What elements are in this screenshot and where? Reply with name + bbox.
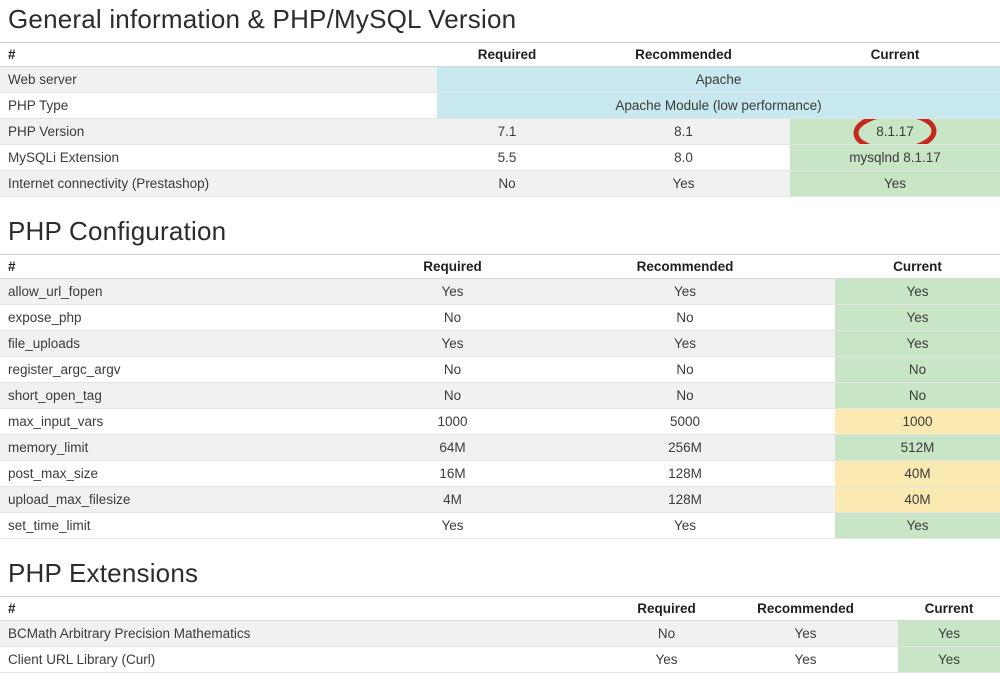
table-row-web-server [0, 67, 1000, 93]
php-extensions-table [0, 597, 1000, 673]
recommended-value: Yes [535, 513, 835, 539]
section-general-information [0, 0, 1000, 197]
column-header-required: Required [620, 597, 713, 621]
current-value: Yes [790, 171, 1000, 197]
recommended-value: 128M [535, 487, 835, 513]
table-row-expose-php [0, 305, 1000, 331]
table-row-php-type [0, 93, 1000, 119]
row-label: max_input_vars [0, 409, 370, 435]
required-value: No [370, 357, 535, 383]
row-label: allow_url_fopen [0, 279, 370, 305]
recommended-value: No [535, 357, 835, 383]
column-header-hash: # [0, 255, 370, 279]
current-value-text: 8.1.17 [876, 124, 914, 139]
column-header-current: Current [835, 255, 1000, 279]
required-value: No [370, 383, 535, 409]
table-header-row [0, 43, 1000, 67]
table-row-php-version [0, 119, 1000, 145]
current-value: Yes [898, 647, 1000, 673]
row-label: PHP Type [0, 93, 437, 119]
recommended-value: Yes [713, 621, 898, 647]
current-value: 40M [835, 487, 1000, 513]
required-value: Yes [370, 279, 535, 305]
required-value: No [437, 171, 577, 197]
required-value: No [620, 621, 713, 647]
column-header-required: Required [370, 255, 535, 279]
current-value: 512M [835, 435, 1000, 461]
current-value: Yes [835, 331, 1000, 357]
required-value: 7.1 [437, 119, 577, 145]
recommended-value: No [535, 383, 835, 409]
row-label: MySQLi Extension [0, 145, 437, 171]
required-value: 64M [370, 435, 535, 461]
column-header-current: Current [790, 43, 1000, 67]
column-header-recommended: Recommended [713, 597, 898, 621]
column-header-current: Current [898, 597, 1000, 621]
table-row-bcmath [0, 621, 1000, 647]
section-php-configuration [0, 212, 1000, 539]
recommended-value: 8.0 [577, 145, 790, 171]
table-header-row [0, 597, 1000, 621]
recommended-value: 128M [535, 461, 835, 487]
column-header-required: Required [437, 43, 577, 67]
table-row-short-open-tag [0, 383, 1000, 409]
required-value: Yes [620, 647, 713, 673]
general-information-table [0, 43, 1000, 197]
row-label: post_max_size [0, 461, 370, 487]
php-configuration-table [0, 255, 1000, 539]
row-label: Client URL Library (Curl) [0, 647, 620, 673]
recommended-value: No [535, 305, 835, 331]
required-value: No [370, 305, 535, 331]
section-heading-rule [0, 0, 1000, 43]
row-label: BCMath Arbitrary Precision Mathematics [0, 621, 620, 647]
section-php-extensions [0, 554, 1000, 673]
table-row-set-time-limit [0, 513, 1000, 539]
table-row-file-uploads [0, 331, 1000, 357]
recommended-value: 5000 [535, 409, 835, 435]
table-row-curl [0, 647, 1000, 673]
table-row-post-max-size [0, 461, 1000, 487]
recommended-value: Yes [535, 279, 835, 305]
recommended-value: 8.1 [577, 119, 790, 145]
table-row-upload-max-filesize [0, 487, 1000, 513]
table-row-max-input-vars [0, 409, 1000, 435]
current-value: No [835, 383, 1000, 409]
recommended-value: Yes [535, 331, 835, 357]
current-value: mysqlnd 8.1.17 [790, 145, 1000, 171]
section-title: PHP Configuration [8, 216, 227, 246]
section-title: PHP Extensions [8, 558, 199, 588]
info-span-value: Apache Module (low performance) [437, 93, 1000, 119]
current-value: 40M [835, 461, 1000, 487]
row-label: short_open_tag [0, 383, 370, 409]
column-header-recommended: Recommended [535, 255, 835, 279]
current-value: No [835, 357, 1000, 383]
current-value [790, 119, 1000, 145]
required-value: 16M [370, 461, 535, 487]
current-value: Yes [835, 279, 1000, 305]
required-value: Yes [370, 513, 535, 539]
row-label: set_time_limit [0, 513, 370, 539]
section-heading-rule [0, 212, 1000, 255]
recommended-value: 256M [535, 435, 835, 461]
row-label: upload_max_filesize [0, 487, 370, 513]
current-value: Yes [835, 513, 1000, 539]
row-label: Web server [0, 67, 437, 93]
table-row-allow-url-fopen [0, 279, 1000, 305]
current-value: Yes [898, 621, 1000, 647]
section-heading-rule [0, 554, 1000, 597]
required-value: 4M [370, 487, 535, 513]
table-row-memory-limit [0, 435, 1000, 461]
row-label: memory_limit [0, 435, 370, 461]
required-value: 5.5 [437, 145, 577, 171]
page-title: General information & PHP/MySQL Version [8, 4, 517, 34]
table-row-mysqli-extension [0, 145, 1000, 171]
table-header-row [0, 255, 1000, 279]
row-label: file_uploads [0, 331, 370, 357]
current-value: 1000 [835, 409, 1000, 435]
column-header-hash: # [0, 43, 437, 67]
row-label: expose_php [0, 305, 370, 331]
table-row-register-argc-argv [0, 357, 1000, 383]
required-value: 1000 [370, 409, 535, 435]
row-label: register_argc_argv [0, 357, 370, 383]
recommended-value: Yes [577, 171, 790, 197]
required-value: Yes [370, 331, 535, 357]
column-header-recommended: Recommended [577, 43, 790, 67]
recommended-value: Yes [713, 647, 898, 673]
info-span-value: Apache [437, 67, 1000, 93]
column-header-hash: # [0, 597, 620, 621]
row-label: Internet connectivity (Prestashop) [0, 171, 437, 197]
table-row-internet-connectivity [0, 171, 1000, 197]
row-label: PHP Version [0, 119, 437, 145]
current-value: Yes [835, 305, 1000, 331]
